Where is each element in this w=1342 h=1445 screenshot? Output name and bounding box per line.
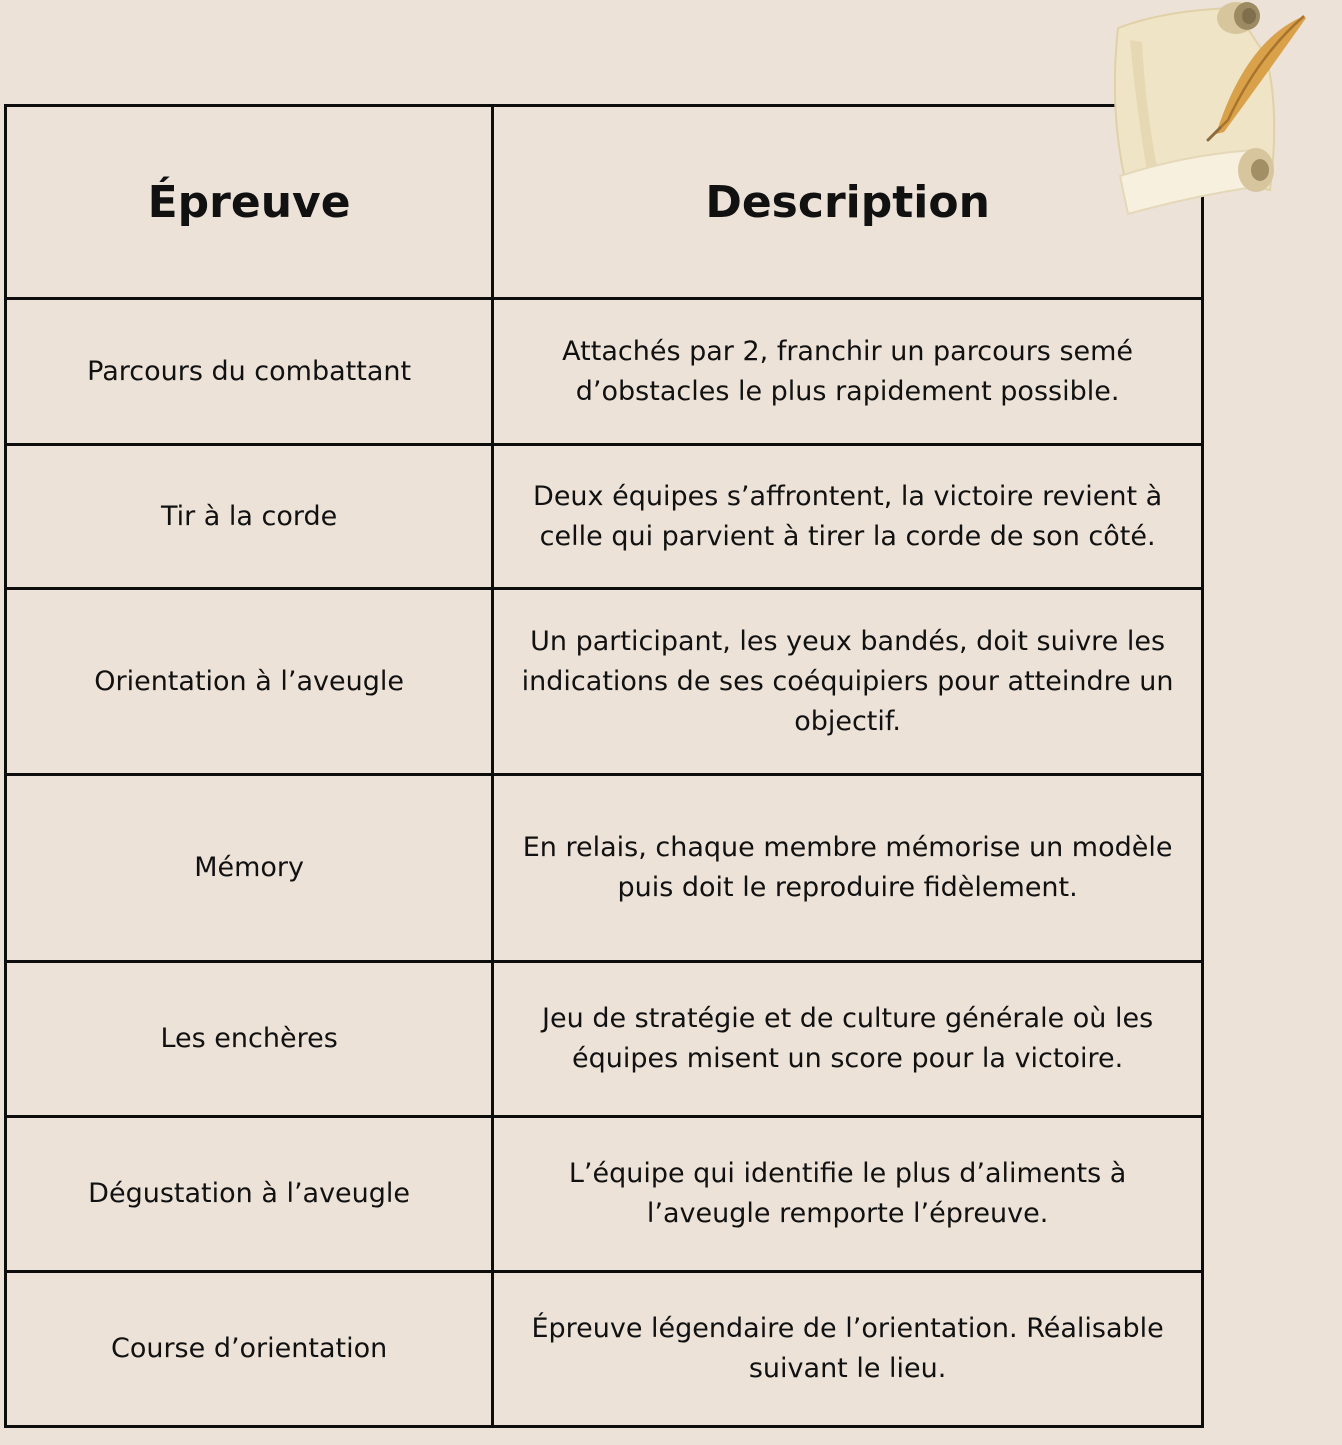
activity-name: Tir à la corde bbox=[6, 445, 493, 589]
activity-description: Jeu de stratégie et de culture générale où les équipes misent un score pour la victoire. bbox=[493, 962, 1203, 1117]
activity-name: Course d’orientation bbox=[6, 1272, 493, 1427]
header-description: Description bbox=[493, 106, 1203, 299]
activity-name: Parcours du combattant bbox=[6, 299, 493, 445]
table-row bbox=[6, 445, 1203, 589]
table-row bbox=[6, 1117, 1203, 1272]
activities-table bbox=[4, 104, 1204, 1428]
activity-name: Les enchères bbox=[6, 962, 493, 1117]
table-row bbox=[6, 299, 1203, 445]
activity-description: En relais, chaque membre mémorise un modèle puis doit le reproduire fidèlement. bbox=[493, 775, 1203, 962]
table-header-row bbox=[6, 106, 1203, 299]
table-row bbox=[6, 775, 1203, 962]
scroll-with-quill-icon bbox=[1096, 0, 1318, 222]
activity-description: Un participant, les yeux bandés, doit suivre les indications de ses coéquipiers pour atteindre un objectif. bbox=[493, 589, 1203, 775]
activity-description: Épreuve légendaire de l’orientation. Réalisable suivant le lieu. bbox=[493, 1272, 1203, 1427]
activity-description: Attachés par 2, franchir un parcours semé d’obstacles le plus rapidement possible. bbox=[493, 299, 1203, 445]
activity-description: Deux équipes s’affrontent, la victoire revient à celle qui parvient à tirer la corde de son côté. bbox=[493, 445, 1203, 589]
activity-name: Dégustation à l’aveugle bbox=[6, 1117, 493, 1272]
activity-description: L’équipe qui identifie le plus d’aliments à l’aveugle remporte l’épreuve. bbox=[493, 1117, 1203, 1272]
table-row bbox=[6, 1272, 1203, 1427]
activity-name: Mémory bbox=[6, 775, 493, 962]
table-row bbox=[6, 962, 1203, 1117]
table-row bbox=[6, 589, 1203, 775]
header-epreuve: Épreuve bbox=[6, 106, 493, 299]
activity-name: Orientation à l’aveugle bbox=[6, 589, 493, 775]
